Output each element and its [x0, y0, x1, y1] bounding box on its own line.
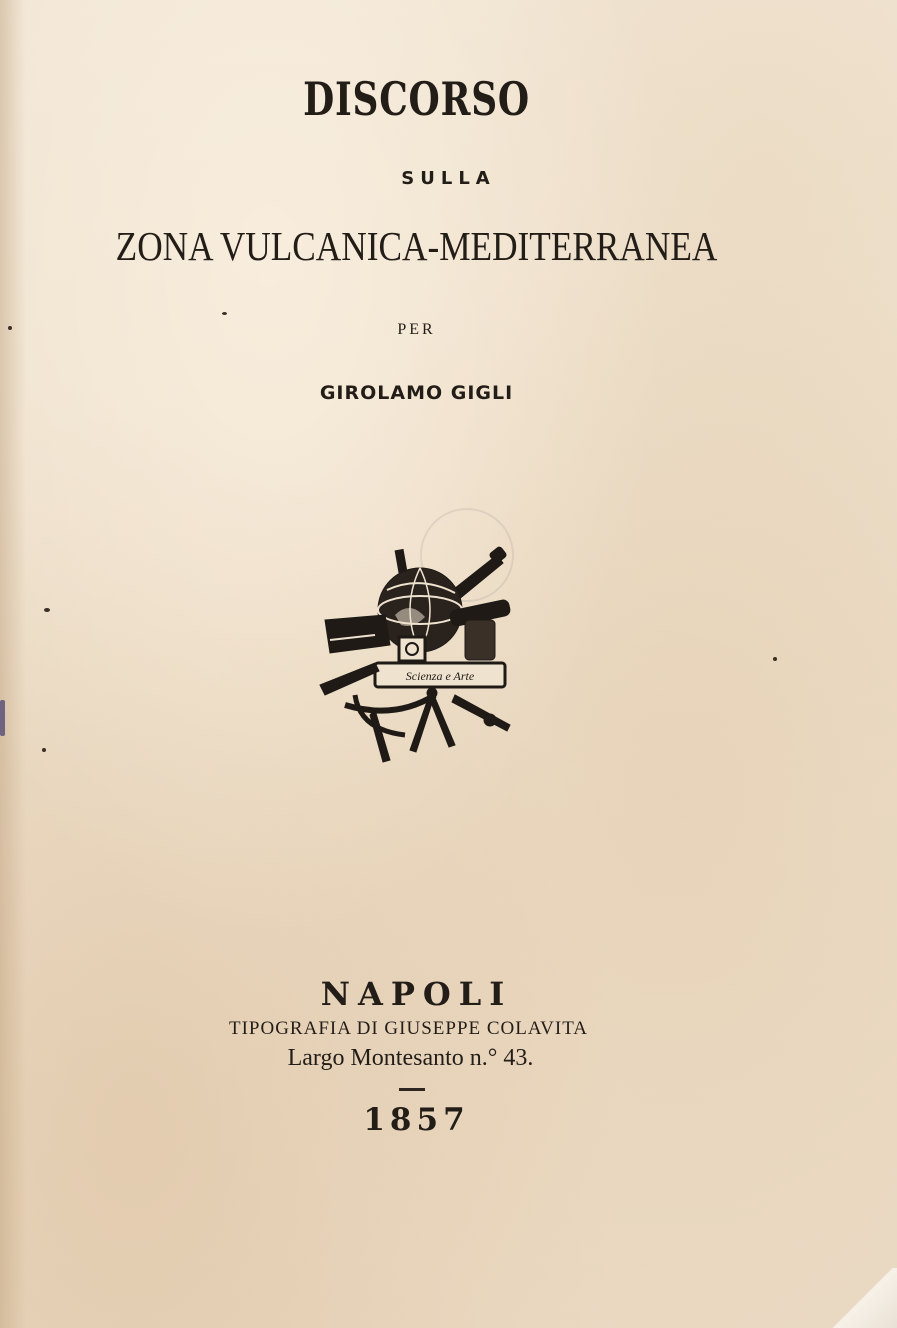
imprint-year: 1857 — [363, 1102, 470, 1138]
title-conjunction: SULLA — [401, 168, 496, 189]
imprint-rule — [399, 1088, 425, 1091]
ink-speck — [42, 748, 46, 752]
scientific-instruments-icon — [315, 545, 515, 765]
author-preposition: PER — [397, 321, 436, 338]
vignette-banner-text: Scienza e Arte — [405, 669, 475, 683]
book-title: DISCORSO — [303, 72, 530, 126]
ink-speck — [222, 312, 227, 315]
author-name: GIROLAMO GIGLI — [319, 382, 514, 404]
page-edge-tab — [0, 700, 5, 736]
ink-speck — [773, 657, 777, 661]
imprint-place: NAPOLI — [320, 975, 513, 1013]
ink-speck — [8, 326, 12, 330]
imprint-printer: TIPOGRAFIA DI GIUSEPPE COLAVITA — [228, 1018, 588, 1039]
page-corner — [827, 1268, 897, 1328]
book-subtitle: ZONA VULCANICA-MEDITERRANEA — [115, 223, 718, 269]
ink-speck — [44, 608, 50, 612]
imprint-address: Largo Montesanto n.° 43. — [287, 1045, 534, 1071]
